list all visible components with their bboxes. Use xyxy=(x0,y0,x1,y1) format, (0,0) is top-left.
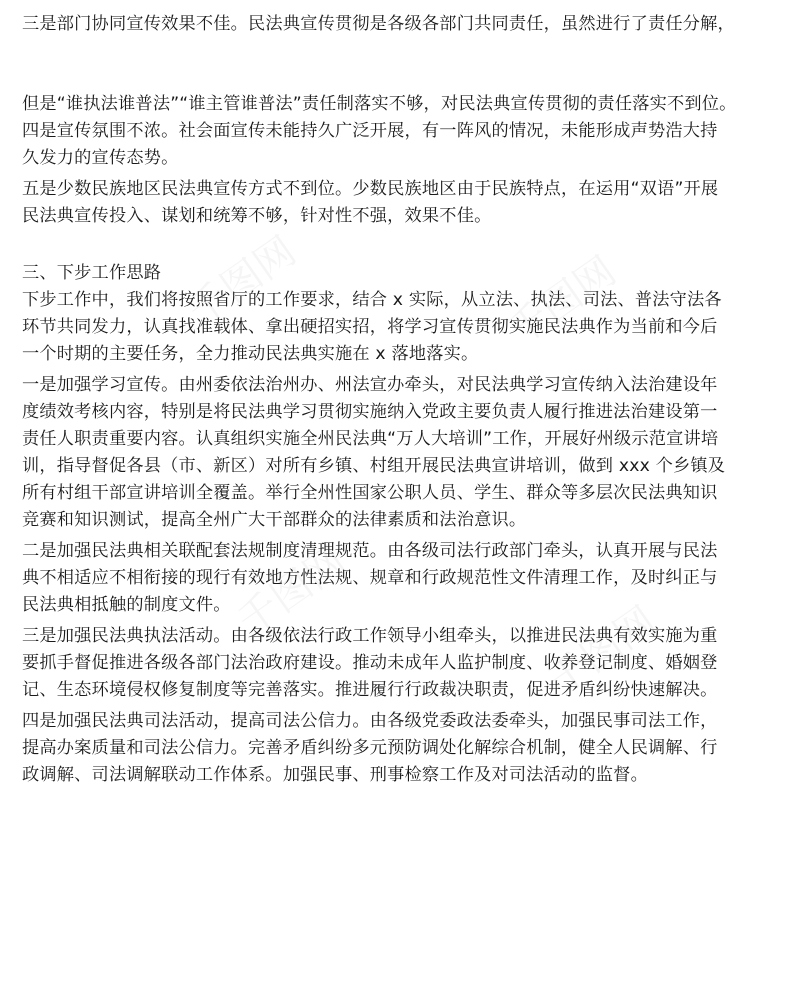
text-line: 民法典宣传投入、谋划和统筹不够，针对性不强，效果不佳。 xyxy=(22,206,492,226)
text-line: 一是加强学习宣传。由州委依法治州办、州法宣办牵头，对民法典学习宣传纳入法治建设年 xyxy=(22,375,718,395)
text-line: 度绩效考核内容，特别是将民法典学习贯彻实施纳入党政主要负责人履行推进法治建设第一 xyxy=(22,402,718,422)
watermark: 千图网 xyxy=(229,538,355,645)
text-line: 四是宣传氛围不浓。社会面宣传未能持久广泛开展，有一阵风的情况，未能形成声势浩大持 xyxy=(22,121,718,141)
text-line: 竞赛和知识测试，提高全州广大干部群众的法律素质和法治意识。 xyxy=(22,510,527,530)
text-line: 五是少数民族地区民法典宣传方式不到位。少数民族地区由于民族特点，在运用“双语”开展 xyxy=(22,179,719,199)
text-line: 三是部门协同宣传效果不佳。民法典宣传贯彻是各级各部门共同责任，虽然进行了责任分解， xyxy=(22,14,735,34)
text-line: 三是加强民法典执法活动。由各级依法行政工作领导小组牵头，以推进民法典有效实施为重 xyxy=(22,626,718,646)
text-line: 训，指导督促各县（市、新区）对所有乡镇、村组开展民法典宣讲培训，做到 xxx 个乡镇及 xyxy=(22,456,726,476)
text-line: 二是加强民法典相关联配套法规制度清理规范。由各级司法行政部门牵头，认真开展与民法 xyxy=(22,541,718,561)
text-line: 环节共同发力，认真找准载体、拿出硬招实招，将学习宣传贯彻实施民法典作为当前和今后 xyxy=(22,317,718,337)
text-line: 一个时期的主要任务，全力推动民法典实施在 x 落地落实。 xyxy=(22,344,479,364)
watermark: 千图网 xyxy=(539,598,665,705)
text-line: 责任人职责重要内容。认真组织实施全州民法典“万人大培训”工作，开展好州级示范宣讲培 xyxy=(22,429,719,449)
text-line: 四是加强民法典司法活动，提高司法公信力。由各级党委政法委牵头，加强民事司法工作， xyxy=(22,711,718,731)
text-line: 民法典相抵触的制度文件。 xyxy=(22,595,231,615)
text-line: 下步工作中，我们将按照省厅的工作要求，结合 x 实际，从立法、执法、司法、普法守法各 xyxy=(22,290,722,310)
section-heading: 三、下步工作思路 xyxy=(22,263,162,283)
text-line: 政调解、司法调解联动工作体系。加强民事、刑事检察工作及对司法活动的监督。 xyxy=(22,765,648,785)
text-line: 要抓手督促推进各级各部门法治政府建设。推动未成年人监护制度、收养登记制度、婚姻登 xyxy=(22,653,718,673)
text-line: 久发力的宣传态势。 xyxy=(22,148,179,168)
watermark: 千图网 xyxy=(499,248,625,355)
text-line: 所有村组干部宣讲培训全覆盖。举行全州性国家公职人员、学生、群众等多层次民法典知识 xyxy=(22,483,718,503)
text-line: 提高办案质量和司法公信力。完善矛盾纠纷多元预防调处化解综合机制，健全人民调解、行 xyxy=(22,738,718,758)
text-line: 记、生态环境侵权修复制度等完善落实。推进履行行政裁决职责，促进矛盾纠纷快速解决。 xyxy=(22,680,718,700)
watermark: 千图网 xyxy=(179,228,305,335)
text-line: 但是“谁执法谁普法”“谁主管谁普法”责任制落实不够，对民法典宣传贯彻的责任落实不到位。 xyxy=(22,94,737,114)
text-line: 典不相适应不相衔接的现行有效地方性法规、规章和行政规范性文件清理工作，及时纠正与 xyxy=(22,568,718,588)
